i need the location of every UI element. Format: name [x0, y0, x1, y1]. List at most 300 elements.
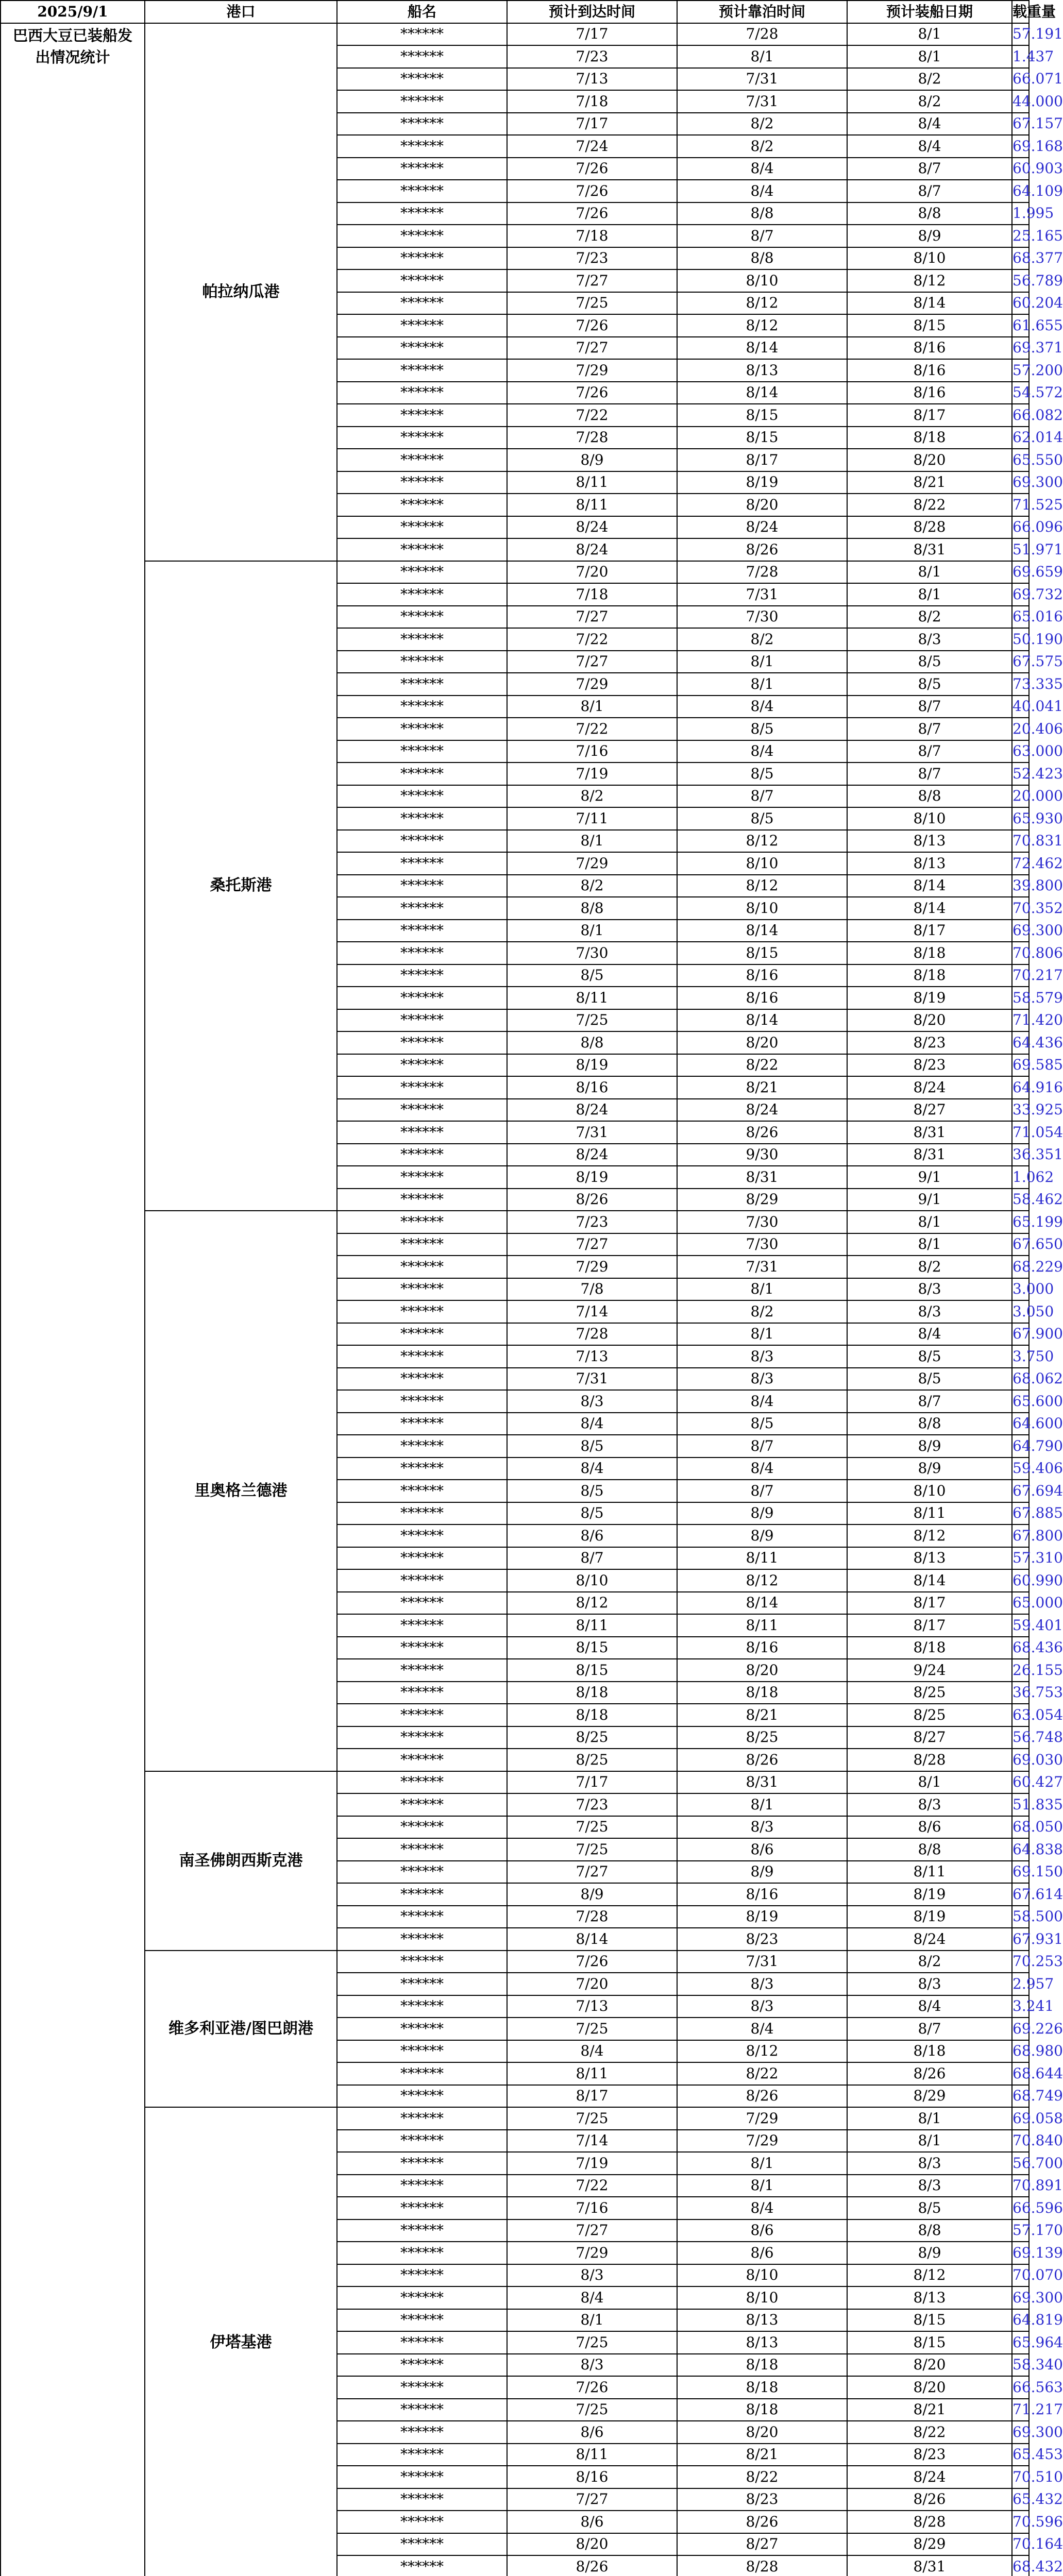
- header-berth: 预计靠泊时间: [677, 1, 847, 23]
- berth-date: 7/31: [677, 583, 847, 606]
- arrive-date: 7/19: [507, 762, 677, 785]
- arrive-date: 7/26: [507, 382, 677, 404]
- arrive-date: 7/19: [507, 2152, 677, 2175]
- ship-name: ******: [337, 785, 507, 808]
- load-date: 8/4: [847, 135, 1012, 158]
- ship-name: ******: [337, 762, 507, 785]
- volume: 68.377: [1012, 247, 1029, 270]
- load-date: 8/13: [847, 1547, 1012, 1570]
- load-date: 8/9: [847, 1458, 1012, 1480]
- volume: 56.789: [1012, 269, 1029, 292]
- ship-name: ******: [337, 538, 507, 561]
- berth-date: 8/7: [677, 785, 847, 808]
- load-date: 8/3: [847, 2175, 1012, 2197]
- ship-name: ******: [337, 852, 507, 875]
- berth-date: 8/11: [677, 1614, 847, 1637]
- ship-name: ******: [337, 1076, 507, 1099]
- berth-date: 8/5: [677, 762, 847, 785]
- berth-date: 8/14: [677, 382, 847, 404]
- berth-date: 8/12: [677, 830, 847, 853]
- volume: 50.190: [1012, 628, 1029, 651]
- volume: 20.000: [1012, 785, 1029, 808]
- ship-name: ******: [337, 90, 507, 113]
- arrive-date: 8/18: [507, 1704, 677, 1726]
- volume: 25.165: [1012, 225, 1029, 247]
- load-date: 8/20: [847, 1009, 1012, 1032]
- header-port: 港口: [145, 1, 337, 23]
- berth-date: 8/9: [677, 1861, 847, 1884]
- volume: 70.164: [1012, 2533, 1029, 2556]
- report-title: [1, 23, 145, 2576]
- ship-name: ******: [337, 2354, 507, 2377]
- ship-name: ******: [337, 1704, 507, 1726]
- volume: 54.572: [1012, 382, 1029, 404]
- volume: 66.096: [1012, 516, 1029, 539]
- ship-name: ******: [337, 1300, 507, 1323]
- ship-name: ******: [337, 1524, 507, 1547]
- volume: 1.062: [1012, 1166, 1029, 1189]
- load-date: 8/18: [847, 427, 1012, 449]
- volume: 20.406: [1012, 718, 1029, 740]
- arrive-date: 7/29: [507, 673, 677, 696]
- load-date: 8/29: [847, 2533, 1012, 2556]
- table-row: [1, 1211, 1029, 1233]
- berth-date: 8/17: [677, 449, 847, 471]
- ship-name: ******: [337, 1614, 507, 1637]
- load-date: 8/15: [847, 2309, 1012, 2332]
- load-date: 8/18: [847, 1637, 1012, 1659]
- arrive-date: 7/11: [507, 807, 677, 830]
- ship-name: ******: [337, 1951, 507, 1973]
- load-date: 8/24: [847, 2466, 1012, 2488]
- load-date: 8/17: [847, 1614, 1012, 1637]
- volume: 57.200: [1012, 359, 1029, 382]
- arrive-date: 7/25: [507, 1009, 677, 1032]
- berth-date: 8/20: [677, 1031, 847, 1054]
- load-date: 8/19: [847, 987, 1012, 1009]
- port-name: 伊塔基港: [145, 2107, 337, 2576]
- volume: 62.014: [1012, 427, 1029, 449]
- ship-name: ******: [337, 1099, 507, 1122]
- arrive-date: 7/16: [507, 2197, 677, 2219]
- volume: 70.352: [1012, 897, 1029, 920]
- ship-name: ******: [337, 1659, 507, 1682]
- volume: 73.335: [1012, 673, 1029, 696]
- ship-name: ******: [337, 2085, 507, 2108]
- arrive-date: 8/4: [507, 2286, 677, 2309]
- arrive-date: 8/11: [507, 2444, 677, 2466]
- header-volume: 载重量: [1012, 1, 1029, 23]
- berth-date: 8/25: [677, 1726, 847, 1749]
- load-date: 8/23: [847, 1054, 1012, 1077]
- ship-name: ******: [337, 1211, 507, 1233]
- title-date: 2025/9/1: [1, 1, 145, 23]
- ship-name: ******: [337, 2107, 507, 2130]
- berth-date: 8/1: [677, 651, 847, 673]
- load-date: 8/22: [847, 2421, 1012, 2444]
- arrive-date: 8/1: [507, 830, 677, 853]
- arrive-date: 7/29: [507, 2242, 677, 2264]
- berth-date: 8/21: [677, 1704, 847, 1726]
- ship-name: ******: [337, 1390, 507, 1413]
- load-date: 8/9: [847, 225, 1012, 247]
- berth-date: 8/10: [677, 269, 847, 292]
- volume: 56.700: [1012, 2152, 1029, 2175]
- berth-date: 8/1: [677, 1278, 847, 1301]
- arrive-date: 8/11: [507, 1614, 677, 1637]
- volume: 58.340: [1012, 2354, 1029, 2377]
- berth-date: 8/4: [677, 2197, 847, 2219]
- load-date: 8/4: [847, 1323, 1012, 1346]
- arrive-date: 7/27: [507, 1861, 677, 1884]
- volume: 39.800: [1012, 875, 1029, 897]
- ship-name: ******: [337, 2286, 507, 2309]
- berth-date: 7/28: [677, 561, 847, 584]
- arrive-date: 8/1: [507, 696, 677, 718]
- berth-date: 8/15: [677, 404, 847, 427]
- berth-date: 7/28: [677, 23, 847, 46]
- load-date: 8/10: [847, 1480, 1012, 1502]
- volume: 69.226: [1012, 2018, 1029, 2040]
- load-date: 8/7: [847, 1390, 1012, 1413]
- ship-name: ******: [337, 2062, 507, 2085]
- ship-name: ******: [337, 942, 507, 964]
- ship-name: ******: [337, 2219, 507, 2242]
- load-date: 8/3: [847, 2152, 1012, 2175]
- load-date: 8/15: [847, 314, 1012, 337]
- volume: 70.840: [1012, 2130, 1029, 2153]
- arrive-date: 8/6: [507, 2511, 677, 2533]
- arrive-date: 8/19: [507, 1166, 677, 1189]
- load-date: 8/20: [847, 449, 1012, 471]
- table-row: [1, 23, 1029, 46]
- volume: 69.371: [1012, 337, 1029, 360]
- load-date: 8/31: [847, 1144, 1012, 1166]
- arrive-date: 7/25: [507, 2399, 677, 2421]
- load-date: 8/12: [847, 1524, 1012, 1547]
- arrive-date: 8/11: [507, 2062, 677, 2085]
- berth-date: 8/7: [677, 1480, 847, 1502]
- arrive-date: 8/4: [507, 1458, 677, 1480]
- ship-name: ******: [337, 740, 507, 763]
- ship-name: ******: [337, 382, 507, 404]
- volume: 68.229: [1012, 1256, 1029, 1278]
- ship-name: ******: [337, 135, 507, 158]
- arrive-date: 8/17: [507, 2085, 677, 2108]
- volume: 65.000: [1012, 1592, 1029, 1615]
- volume: 3.750: [1012, 1345, 1029, 1368]
- arrive-date: 8/25: [507, 1726, 677, 1749]
- arrive-date: 8/6: [507, 2421, 677, 2444]
- berth-date: 8/12: [677, 1569, 847, 1592]
- volume: 2.957: [1012, 1973, 1029, 1995]
- load-date: 8/12: [847, 2264, 1012, 2287]
- arrive-date: 8/4: [507, 1413, 677, 1435]
- ship-name: ******: [337, 1345, 507, 1368]
- arrive-date: 8/11: [507, 987, 677, 1009]
- arrive-date: 7/26: [507, 314, 677, 337]
- berth-date: 8/24: [677, 516, 847, 539]
- volume: 68.980: [1012, 2040, 1029, 2063]
- volume: 65.199: [1012, 1211, 1029, 1233]
- volume: 52.423: [1012, 762, 1029, 785]
- volume: 69.300: [1012, 2286, 1029, 2309]
- arrive-date: 8/16: [507, 1076, 677, 1099]
- ship-name: ******: [337, 987, 507, 1009]
- berth-date: 8/23: [677, 1928, 847, 1951]
- volume: 51.971: [1012, 538, 1029, 561]
- berth-date: 8/4: [677, 1390, 847, 1413]
- arrive-date: 7/25: [507, 2331, 677, 2354]
- arrive-date: 7/27: [507, 2219, 677, 2242]
- load-date: 8/10: [847, 807, 1012, 830]
- berth-date: 7/31: [677, 1951, 847, 1973]
- load-date: 8/5: [847, 1368, 1012, 1391]
- ship-name: ******: [337, 673, 507, 696]
- volume: 67.157: [1012, 113, 1029, 135]
- load-date: 8/3: [847, 1973, 1012, 1995]
- volume: 69.659: [1012, 561, 1029, 584]
- arrive-date: 7/13: [507, 68, 677, 91]
- berth-date: 8/4: [677, 180, 847, 202]
- arrive-date: 7/23: [507, 1793, 677, 1816]
- volume: 1.995: [1012, 202, 1029, 225]
- load-date: 8/11: [847, 1861, 1012, 1884]
- load-date: 8/7: [847, 2018, 1012, 2040]
- ship-name: ******: [337, 897, 507, 920]
- berth-date: 8/14: [677, 337, 847, 360]
- arrive-date: 7/22: [507, 718, 677, 740]
- load-date: 8/9: [847, 2242, 1012, 2264]
- volume: 67.931: [1012, 1928, 1029, 1951]
- ship-name: ******: [337, 2466, 507, 2488]
- arrive-date: 7/25: [507, 2018, 677, 2040]
- arrive-date: 7/18: [507, 225, 677, 247]
- volume: 69.150: [1012, 1861, 1029, 1884]
- ship-name: ******: [337, 1435, 507, 1458]
- berth-date: 8/18: [677, 1682, 847, 1704]
- arrive-date: 7/27: [507, 2488, 677, 2511]
- ship-name: ******: [337, 449, 507, 471]
- arrive-date: 8/15: [507, 1637, 677, 1659]
- load-date: 8/17: [847, 920, 1012, 942]
- volume: 69.300: [1012, 2421, 1029, 2444]
- arrive-date: 8/3: [507, 1390, 677, 1413]
- berth-date: 8/14: [677, 920, 847, 942]
- ship-name: ******: [337, 471, 507, 494]
- ship-name: ******: [337, 1278, 507, 1301]
- berth-date: 8/10: [677, 852, 847, 875]
- berth-date: 8/1: [677, 2175, 847, 2197]
- load-date: 8/17: [847, 1592, 1012, 1615]
- ship-name: ******: [337, 1906, 507, 1928]
- load-date: 8/7: [847, 718, 1012, 740]
- ship-name: ******: [337, 247, 507, 270]
- arrive-date: 7/26: [507, 180, 677, 202]
- volume: 67.650: [1012, 1233, 1029, 1256]
- arrive-date: 8/7: [507, 1547, 677, 1570]
- berth-date: 8/23: [677, 2488, 847, 2511]
- ship-name: ******: [337, 2175, 507, 2197]
- load-date: 8/5: [847, 651, 1012, 673]
- volume: 3.000: [1012, 1278, 1029, 1301]
- volume: 64.109: [1012, 180, 1029, 202]
- load-date: 8/21: [847, 471, 1012, 494]
- berth-date: 8/22: [677, 2062, 847, 2085]
- volume: 69.030: [1012, 1749, 1029, 1771]
- berth-date: 8/4: [677, 696, 847, 718]
- load-date: 8/7: [847, 180, 1012, 202]
- ship-name: ******: [337, 718, 507, 740]
- arrive-date: 8/2: [507, 785, 677, 808]
- load-date: 8/16: [847, 382, 1012, 404]
- berth-date: 8/24: [677, 1099, 847, 1122]
- report-title-line1: 巴西大豆已装船发: [12, 26, 132, 44]
- load-date: 9/1: [847, 1166, 1012, 1189]
- volume: 26.155: [1012, 1659, 1029, 1682]
- load-date: 8/7: [847, 762, 1012, 785]
- arrive-date: 8/8: [507, 1031, 677, 1054]
- berth-date: 8/4: [677, 2018, 847, 2040]
- load-date: 9/24: [847, 1659, 1012, 1682]
- arrive-date: 8/1: [507, 920, 677, 942]
- ship-name: ******: [337, 2399, 507, 2421]
- port-name: 桑托斯港: [145, 561, 337, 1211]
- arrive-date: 7/23: [507, 1211, 677, 1233]
- berth-date: 8/6: [677, 2219, 847, 2242]
- arrive-date: 7/27: [507, 1233, 677, 1256]
- arrive-date: 7/22: [507, 404, 677, 427]
- volume: 70.070: [1012, 2264, 1029, 2287]
- volume: 71.054: [1012, 1121, 1029, 1144]
- volume: 64.916: [1012, 1076, 1029, 1099]
- ship-name: ******: [337, 1144, 507, 1166]
- arrive-date: 7/29: [507, 852, 677, 875]
- volume: 63.054: [1012, 1704, 1029, 1726]
- volume: 65.964: [1012, 2331, 1029, 2354]
- load-date: 8/25: [847, 1682, 1012, 1704]
- berth-date: 8/7: [677, 1435, 847, 1458]
- load-date: 8/8: [847, 2219, 1012, 2242]
- volume: 56.748: [1012, 1726, 1029, 1749]
- arrive-date: 8/19: [507, 1054, 677, 1077]
- arrive-date: 7/14: [507, 1300, 677, 1323]
- ship-name: ******: [337, 606, 507, 629]
- ship-name: ******: [337, 1592, 507, 1615]
- berth-date: 8/15: [677, 942, 847, 964]
- port-name: 南圣佛朗西斯克港: [145, 1771, 337, 1951]
- ship-name: ******: [337, 45, 507, 68]
- load-date: 8/24: [847, 1928, 1012, 1951]
- ship-name: ******: [337, 561, 507, 584]
- volume: 3.050: [1012, 1300, 1029, 1323]
- arrive-date: 7/17: [507, 23, 677, 46]
- ship-name: ******: [337, 269, 507, 292]
- volume: 70.217: [1012, 964, 1029, 987]
- volume: 63.000: [1012, 740, 1029, 763]
- load-date: 8/1: [847, 23, 1012, 46]
- berth-date: 8/1: [677, 1323, 847, 1346]
- volume: 65.930: [1012, 807, 1029, 830]
- load-date: 8/18: [847, 942, 1012, 964]
- volume: 71.217: [1012, 2399, 1029, 2421]
- volume: 64.819: [1012, 2309, 1029, 2332]
- berth-date: 8/3: [677, 1368, 847, 1391]
- ship-name: ******: [337, 225, 507, 247]
- volume: 71.420: [1012, 1009, 1029, 1032]
- load-date: 9/1: [847, 1189, 1012, 1211]
- berth-date: 8/13: [677, 2309, 847, 2332]
- arrive-date: 7/23: [507, 45, 677, 68]
- volume: 70.891: [1012, 2175, 1029, 2197]
- ship-name: ******: [337, 1009, 507, 1032]
- berth-date: 8/13: [677, 2331, 847, 2354]
- volume: 71.525: [1012, 494, 1029, 516]
- load-date: 8/14: [847, 897, 1012, 920]
- ship-name: ******: [337, 583, 507, 606]
- berth-date: 8/16: [677, 964, 847, 987]
- arrive-date: 8/11: [507, 471, 677, 494]
- berth-date: 8/10: [677, 897, 847, 920]
- ship-name: ******: [337, 1838, 507, 1861]
- arrive-date: 8/3: [507, 2264, 677, 2287]
- ship-name: ******: [337, 2130, 507, 2153]
- load-date: 8/21: [847, 2399, 1012, 2421]
- arrive-date: 8/9: [507, 1883, 677, 1906]
- volume: 68.644: [1012, 2062, 1029, 2085]
- berth-date: 8/2: [677, 628, 847, 651]
- ship-name: ******: [337, 2421, 507, 2444]
- ship-name: ******: [337, 830, 507, 853]
- berth-date: 9/30: [677, 1144, 847, 1166]
- ship-name: ******: [337, 1569, 507, 1592]
- arrive-date: 8/2: [507, 875, 677, 897]
- load-date: 8/19: [847, 1906, 1012, 1928]
- load-date: 8/18: [847, 964, 1012, 987]
- berth-date: 7/29: [677, 2107, 847, 2130]
- load-date: 8/3: [847, 1793, 1012, 1816]
- berth-date: 8/12: [677, 292, 847, 315]
- arrive-date: 7/29: [507, 359, 677, 382]
- load-date: 8/16: [847, 359, 1012, 382]
- arrive-date: 7/27: [507, 269, 677, 292]
- arrive-date: 7/30: [507, 942, 677, 964]
- berth-date: 8/3: [677, 1816, 847, 1839]
- arrive-date: 8/12: [507, 1592, 677, 1615]
- volume: 69.168: [1012, 135, 1029, 158]
- load-date: 8/19: [847, 1883, 1012, 1906]
- berth-date: 8/13: [677, 359, 847, 382]
- load-date: 8/4: [847, 1995, 1012, 2018]
- load-date: 8/13: [847, 830, 1012, 853]
- berth-date: 8/18: [677, 2354, 847, 2377]
- ship-name: ******: [337, 1973, 507, 1995]
- volume: 40.041: [1012, 696, 1029, 718]
- berth-date: 7/31: [677, 1256, 847, 1278]
- ship-name: ******: [337, 1121, 507, 1144]
- volume: 61.655: [1012, 314, 1029, 337]
- load-date: 8/1: [847, 2107, 1012, 2130]
- berth-date: 8/8: [677, 247, 847, 270]
- volume: 57.191: [1012, 23, 1029, 46]
- volume: 66.082: [1012, 404, 1029, 427]
- load-date: 8/20: [847, 2376, 1012, 2399]
- arrive-date: 8/6: [507, 1524, 677, 1547]
- ship-name: ******: [337, 1458, 507, 1480]
- volume: 3.241: [1012, 1995, 1029, 2018]
- volume: 68.749: [1012, 2085, 1029, 2108]
- arrive-date: 7/26: [507, 2376, 677, 2399]
